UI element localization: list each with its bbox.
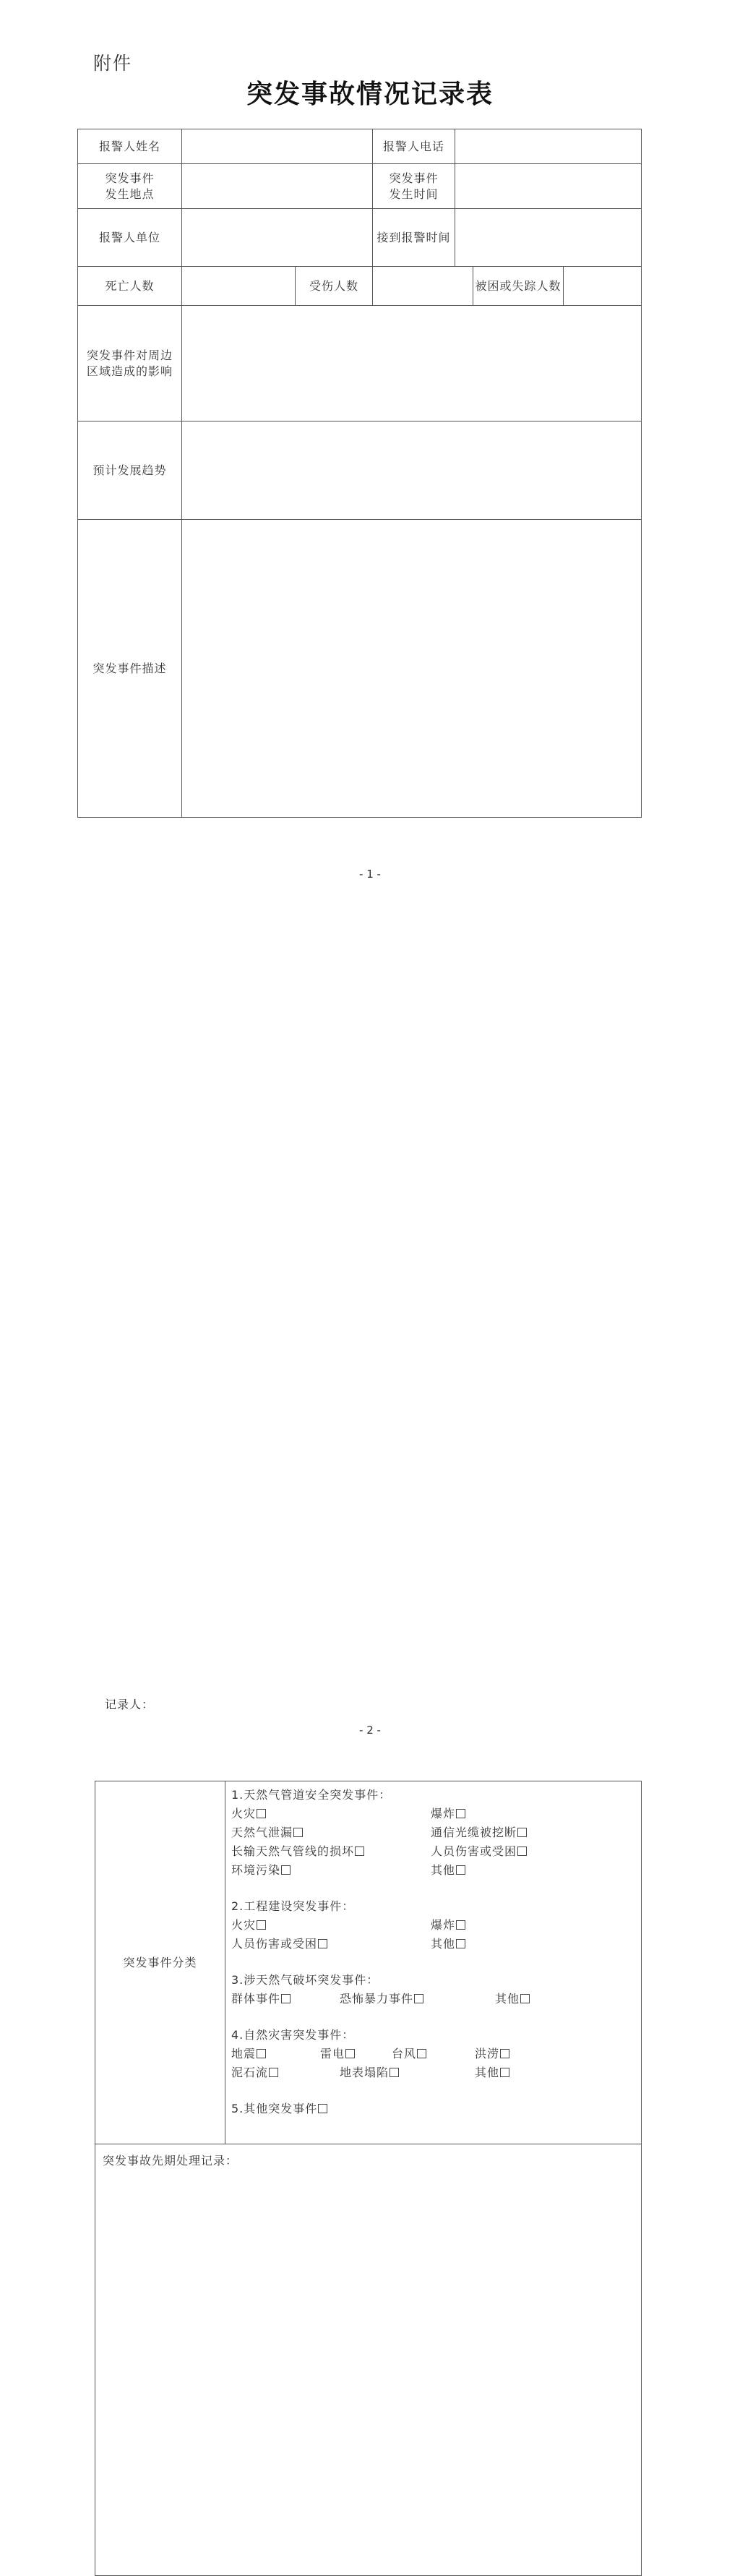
category-group <box>231 1897 641 1954</box>
description-field[interactable] <box>182 520 642 818</box>
option-label: 泥石流 <box>231 2066 269 2079</box>
option-item[interactable] <box>231 1823 303 1842</box>
incident-location-label <box>78 164 182 209</box>
option-item[interactable] <box>340 2063 399 2082</box>
deaths-label: 死亡人数 <box>78 267 182 306</box>
trend-field[interactable] <box>182 422 642 520</box>
checkbox-icon[interactable] <box>257 1920 266 1930</box>
checkbox-icon[interactable] <box>456 1920 465 1930</box>
option-item[interactable] <box>495 1990 530 2008</box>
option-item[interactable] <box>231 1916 266 1935</box>
checkbox-icon[interactable] <box>456 1865 465 1875</box>
reporter-name-label: 报警人姓名 <box>78 129 182 164</box>
option-label: 火灾 <box>231 1918 257 1932</box>
category-title: 3.涉天然气破坏突发事件： <box>231 1973 379 1987</box>
deaths-field[interactable] <box>182 267 296 306</box>
reporter-name-field[interactable] <box>182 129 373 164</box>
option-item[interactable] <box>231 2045 266 2063</box>
option-label: 天然气泄漏 <box>231 1826 293 1839</box>
incident-time-label-line2: 发生时间 <box>389 187 439 201</box>
recorder-label: 记录人： <box>105 1698 155 1711</box>
option-row <box>231 1861 641 1880</box>
checkbox-icon[interactable] <box>318 1939 327 1948</box>
option-item[interactable] <box>320 2045 355 2063</box>
option-row <box>231 1935 641 1954</box>
incident-location-label-line1: 突发事件 <box>105 171 155 185</box>
option-label: 其他 <box>431 1937 456 1951</box>
category-title: 4.自然灾害突发事件： <box>231 2028 355 2042</box>
form-page-2 <box>0 889 740 2168</box>
form-title: 突发事故情况记录表 <box>246 80 494 109</box>
receive-time-label: 接到报警时间 <box>373 209 455 267</box>
incident-time-field[interactable] <box>455 164 642 209</box>
checkbox-icon[interactable] <box>281 1994 291 2003</box>
option-label: 地表塌陷 <box>340 2066 390 2079</box>
incident-time-label <box>373 164 455 209</box>
option-row <box>231 1842 641 1861</box>
category-group <box>231 2100 641 2118</box>
form-page-1 <box>0 0 740 889</box>
option-item[interactable] <box>431 1805 465 1823</box>
reporter-unit-field[interactable] <box>182 209 373 267</box>
trapped-field[interactable] <box>564 267 642 306</box>
option-item[interactable] <box>431 1842 527 1861</box>
option-label: 通信光缆被挖断 <box>431 1826 517 1839</box>
incident-location-label-line2: 发生地点 <box>105 187 155 201</box>
checkbox-icon[interactable] <box>456 1939 465 1948</box>
handling-record-field[interactable] <box>95 2144 642 2576</box>
option-item[interactable] <box>431 1935 465 1954</box>
impact-label-line1: 突发事件对周边 <box>86 348 173 362</box>
classification-label: 突发事件分类 <box>95 1781 225 2144</box>
option-label: 爆炸 <box>431 1807 456 1820</box>
incident-location-field[interactable] <box>182 164 373 209</box>
classification-options <box>225 1781 642 2144</box>
checkbox-icon[interactable] <box>390 2068 399 2077</box>
option-row <box>231 1990 641 2008</box>
option-label: 台风 <box>392 2047 417 2061</box>
option-label: 雷电 <box>320 2047 345 2061</box>
category-title: 2.工程建设突发事件： <box>231 1899 355 1913</box>
option-label: 人员伤害或受困 <box>431 1844 517 1858</box>
option-label: 恐怖暴力事件 <box>340 1992 414 2006</box>
option-item[interactable] <box>231 1990 291 2008</box>
classification-table <box>95 1781 642 2576</box>
description-label: 突发事件描述 <box>78 520 182 818</box>
option-row <box>231 1916 641 1935</box>
option-item[interactable] <box>392 2045 426 2063</box>
checkbox-icon[interactable] <box>414 1994 423 2003</box>
option-row <box>231 1823 641 1842</box>
checkbox-icon[interactable] <box>257 1809 266 1818</box>
option-row <box>231 1805 641 1823</box>
receive-time-field[interactable] <box>455 209 642 267</box>
option-label: 火灾 <box>231 1807 257 1820</box>
option-item[interactable] <box>431 1861 465 1880</box>
checkbox-icon[interactable] <box>318 2104 327 2113</box>
category-group <box>231 1786 641 1880</box>
checkbox-icon[interactable] <box>293 1828 303 1837</box>
injured-field[interactable] <box>373 267 473 306</box>
option-label: 爆炸 <box>431 1918 456 1932</box>
option-item[interactable] <box>231 1842 364 1861</box>
option-item[interactable] <box>475 2063 509 2082</box>
category-title: 1.天然气管道安全突发事件： <box>231 1788 392 1802</box>
option-row <box>231 2045 641 2063</box>
reporter-phone-field[interactable] <box>455 129 642 164</box>
injured-label: 受伤人数 <box>296 267 373 306</box>
page-number-1: - 1 - <box>359 868 381 881</box>
checkbox-icon[interactable] <box>281 1865 291 1875</box>
reporter-unit-label: 报警人单位 <box>78 209 182 267</box>
page-number-2: - 2 - <box>359 1724 381 1737</box>
reporter-phone-label: 报警人电话 <box>373 129 455 164</box>
option-item[interactable] <box>231 2100 327 2118</box>
checkbox-icon[interactable] <box>517 1847 527 1856</box>
trend-label: 预计发展趋势 <box>78 422 182 520</box>
checkbox-icon[interactable] <box>417 2049 426 2058</box>
checkbox-icon[interactable] <box>257 2049 266 2058</box>
option-item[interactable] <box>231 1935 327 1954</box>
option-item[interactable] <box>340 1990 423 2008</box>
category-title: 5.其他突发事件 <box>231 2102 318 2115</box>
option-label: 其他 <box>431 1863 456 1877</box>
option-label: 人员伤害或受困 <box>231 1937 318 1951</box>
attachment-label: 附件 <box>93 53 133 74</box>
option-item[interactable] <box>431 1823 527 1842</box>
option-label: 环境污染 <box>231 1863 281 1877</box>
checkbox-icon[interactable] <box>355 1847 364 1856</box>
option-label: 长输天然气管线的损坏 <box>231 1844 355 1858</box>
checkbox-icon[interactable] <box>269 2068 278 2077</box>
checkbox-icon[interactable] <box>500 2049 509 2058</box>
option-label: 群体事件 <box>231 1992 281 2006</box>
option-item[interactable] <box>231 1805 266 1823</box>
option-item[interactable] <box>231 2063 278 2082</box>
category-group <box>231 1971 641 2008</box>
option-label: 其他 <box>495 1992 520 2006</box>
impact-field[interactable] <box>182 306 642 422</box>
checkbox-icon[interactable] <box>345 2049 355 2058</box>
checkbox-icon[interactable] <box>517 1828 527 1837</box>
option-label: 地震 <box>231 2047 257 2061</box>
trapped-label: 被困或失踪人数 <box>473 267 564 306</box>
incident-time-label-line1: 突发事件 <box>389 171 439 185</box>
option-row <box>231 2100 641 2118</box>
option-item[interactable] <box>475 2045 509 2063</box>
option-item[interactable] <box>231 1861 291 1880</box>
checkbox-icon[interactable] <box>456 1809 465 1818</box>
option-row <box>231 2063 641 2082</box>
checkbox-icon[interactable] <box>520 1994 530 2003</box>
option-label: 其他 <box>475 2066 500 2079</box>
option-label: 洪涝 <box>475 2047 500 2061</box>
checkbox-icon[interactable] <box>500 2068 509 2077</box>
handling-record-label: 突发事故先期处理记录： <box>103 2154 238 2168</box>
impact-label <box>78 306 182 422</box>
category-group <box>231 2026 641 2082</box>
option-item[interactable] <box>431 1916 465 1935</box>
incident-info-table <box>77 129 642 818</box>
impact-label-line2: 区域造成的影响 <box>86 364 173 378</box>
